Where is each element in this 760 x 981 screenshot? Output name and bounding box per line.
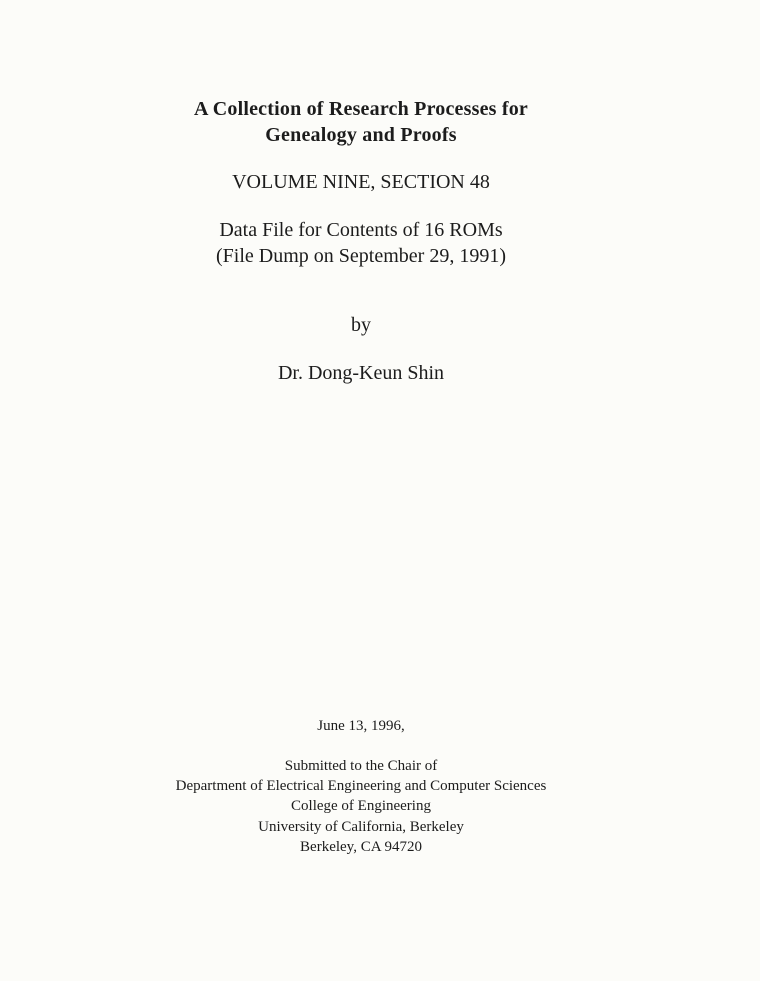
author-name: Dr. Dong-Keun Shin [277,362,445,384]
address: Berkeley, CA 94720 [300,839,422,855]
document-title-line-2: Genealogy and Proofs [265,124,457,146]
volume-section: VOLUME NINE, SECTION 48 [232,171,490,193]
submission-date: June 13, 1996, [317,718,405,734]
submission-line-1: Submitted to the Chair of [284,758,438,774]
byline: by [351,314,371,336]
department-name: Department of Electrical Engineering and Computer Sciences [175,778,547,794]
college-name: College of Engineering [291,798,431,814]
university-name: University of California, Berkeley [258,819,464,835]
subtitle-line-1: Data File for Contents of 16 ROMs [219,219,503,241]
subtitle-line-2: (File Dump on September 29, 1991) [216,245,506,267]
document-title-line-1: A Collection of Research Processes for [194,98,528,120]
